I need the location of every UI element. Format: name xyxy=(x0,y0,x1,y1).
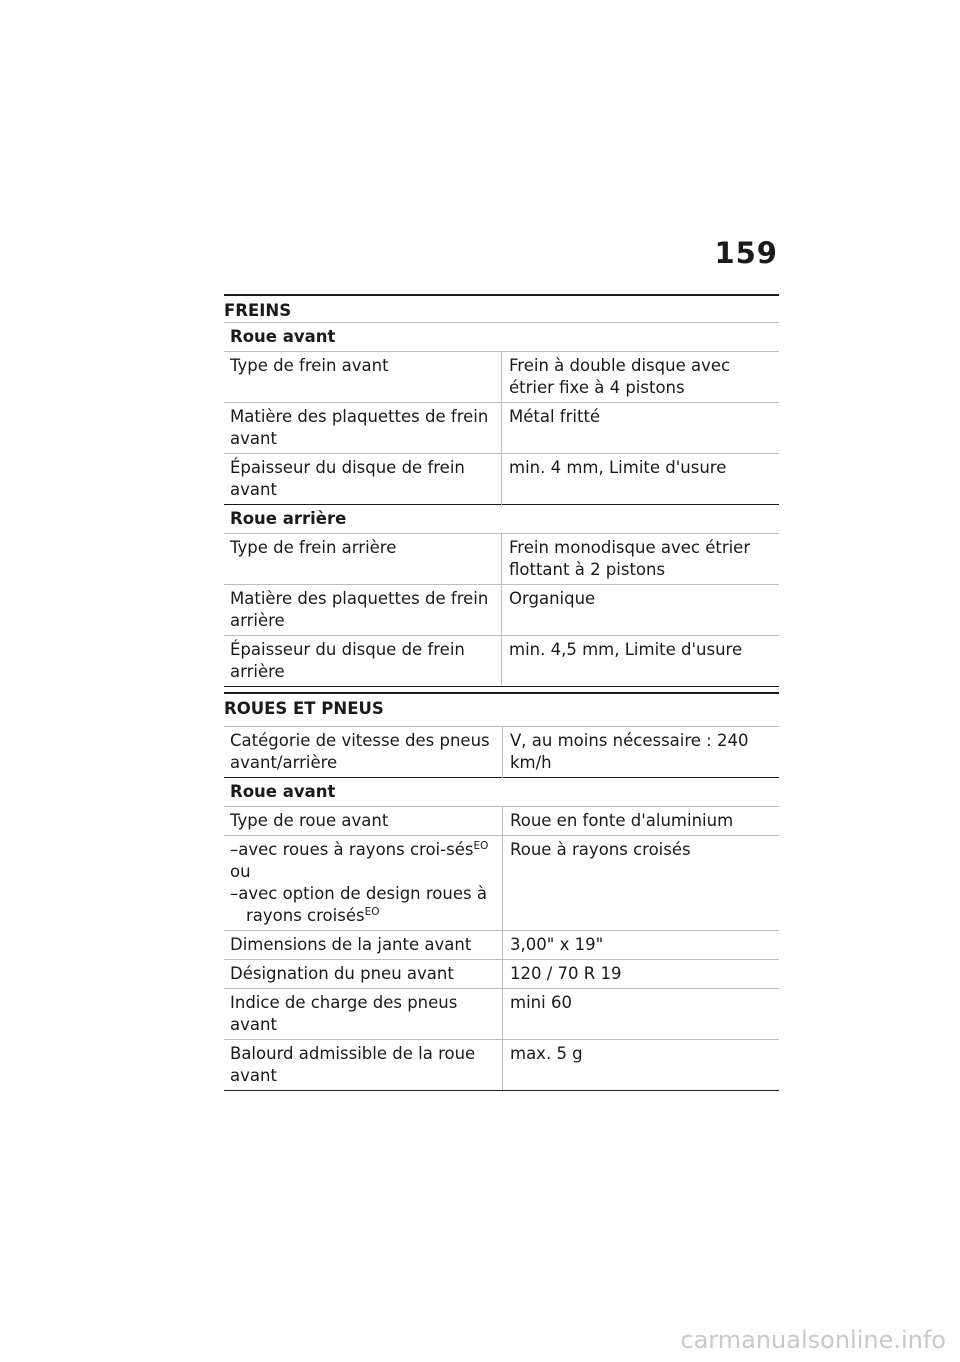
brakes-table xyxy=(224,322,779,687)
row-value: Frein monodisque avec étrier flottant à 2 pistons xyxy=(502,534,780,585)
row-value: 120 / 70 R 19 xyxy=(503,960,780,989)
option-text: –avec option de design roues à rayons croisés xyxy=(230,884,487,925)
option-item xyxy=(230,839,496,861)
row-label: Matière des plaquettes de frein avant xyxy=(224,403,502,454)
row-label: Matière des plaquettes de frein arrière xyxy=(224,585,502,636)
row-value: V, au moins nécessaire : 240 km/h xyxy=(503,727,780,778)
row-label: Désignation du pneu avant xyxy=(224,960,503,989)
subheading: Roue arrière xyxy=(224,505,779,534)
table-row xyxy=(224,585,779,636)
row-label-spoked xyxy=(224,836,503,931)
footnote-marker: EO xyxy=(364,906,380,918)
table-row xyxy=(224,727,779,778)
or-text: ou xyxy=(230,862,251,881)
table-row xyxy=(224,836,779,931)
section-title: ROUES ET PNEUS xyxy=(224,692,779,726)
row-label: Type de roue avant xyxy=(224,807,503,836)
watermark: carmanualsonline.info xyxy=(680,1326,946,1354)
page-number: 159 xyxy=(714,236,778,270)
subheading: Roue avant xyxy=(224,778,779,807)
row-value: Organique xyxy=(502,585,780,636)
table-row xyxy=(224,636,779,687)
row-value: max. 5 g xyxy=(503,1040,780,1091)
row-value: min. 4,5 mm, Limite d'usure xyxy=(502,636,780,687)
row-label: Type de frein arrière xyxy=(224,534,502,585)
wheels-table xyxy=(224,726,779,1091)
subheading: Roue avant xyxy=(224,323,779,352)
row-label: Dimensions de la jante avant xyxy=(224,931,503,960)
subheading-row xyxy=(224,778,779,807)
option-item xyxy=(230,883,496,927)
row-label: Indice de charge des pneus avant xyxy=(224,989,503,1040)
table-row xyxy=(224,534,779,585)
table-row xyxy=(224,403,779,454)
subheading-row xyxy=(224,505,779,534)
table-row xyxy=(224,989,779,1040)
row-value: 3,00" x 19" xyxy=(503,931,780,960)
table-row xyxy=(224,931,779,960)
row-value: min. 4 mm, Limite d'usure xyxy=(502,454,780,505)
table-row xyxy=(224,1040,779,1091)
table-row xyxy=(224,960,779,989)
table-row xyxy=(224,807,779,836)
table-row xyxy=(224,352,779,403)
row-value: mini 60 xyxy=(503,989,780,1040)
footnote-marker: EO xyxy=(473,840,489,852)
row-label: Épaisseur du disque de frein avant xyxy=(224,454,502,505)
row-label: Épaisseur du disque de frein arrière xyxy=(224,636,502,687)
row-value: Métal fritté xyxy=(502,403,780,454)
table-row xyxy=(224,454,779,505)
row-value: Roue à rayons croisés xyxy=(503,836,780,931)
option-text: –avec roues à rayons croi-sés xyxy=(230,840,474,859)
row-label: Balourd admissible de la roue avant xyxy=(224,1040,503,1091)
section-roues-pneus xyxy=(224,692,779,1091)
row-value: Roue en fonte d'aluminium xyxy=(503,807,780,836)
subheading-row xyxy=(224,323,779,352)
section-title: FREINS xyxy=(224,294,779,322)
row-value: Frein à double disque avec étrier fixe à 4 pistons xyxy=(502,352,780,403)
row-label: Type de frein avant xyxy=(224,352,502,403)
row-label: Catégorie de vitesse des pneus avant/arrière xyxy=(224,727,503,778)
section-freins xyxy=(224,294,779,687)
